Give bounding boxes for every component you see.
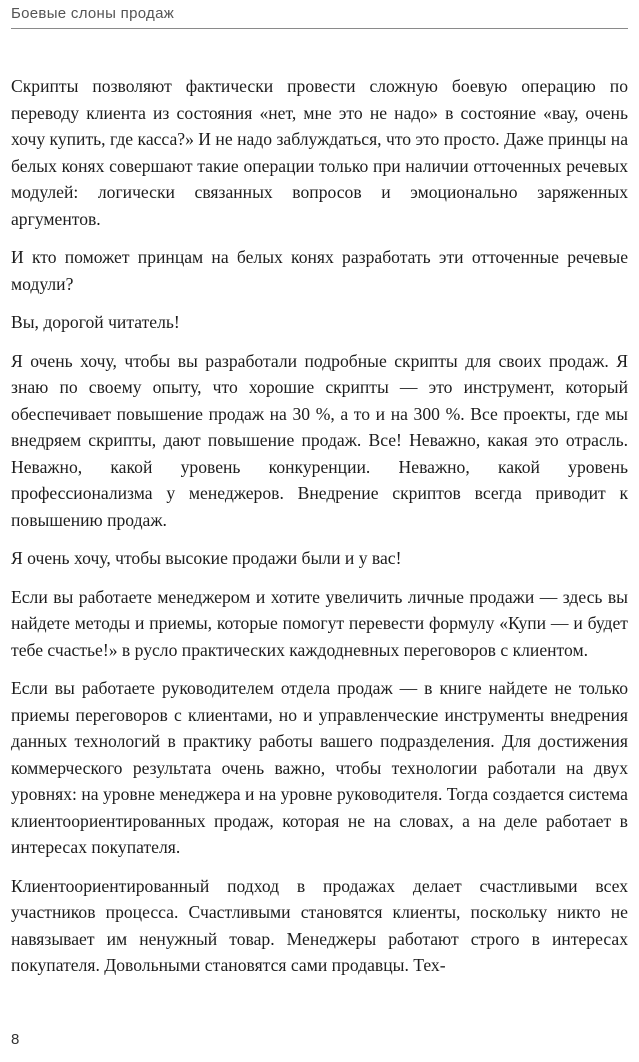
page-number: 8 [11, 1031, 20, 1048]
paragraph: Если вы работаете менеджером и хотите увеличить личные продажи — здесь вы найдете методы и приемы, которые помогут перевести формулу «Купи — и будет тебе счастье!» в русло практических каждодневных переговоров с клиентом. [11, 586, 628, 660]
paragraph: И кто поможет принцам на белых конях разработать эти отточенные речевые модули? [11, 247, 628, 294]
paragraph: Если вы работаете руководителем отдела продаж — в книге найдете не только приемы переговоров с клиентами, но и управленческие инструменты внедрения данных технологий в практику работы вашего подразделения. Для достижения коммерческого результата очень важно, чтобы технологии работали на двух уровнях: на уровне менеджера и на уровне руководителя. Тогда создается система клиентоориентированных продаж, которая не на словах, а на деле работает в интересах покупателя. [11, 678, 628, 857]
paragraph: Я очень хочу, чтобы высокие продажи были и у вас! [11, 548, 402, 568]
paragraph: Вы, дорогой читатель! [11, 312, 180, 332]
paragraph: Я очень хочу, чтобы вы разработали подробные скрипты для своих продаж. Я знаю по своему опыту, что хорошие скрипты — это инструмент, который обеспечивает повышение продаж на 30 %, а то и на 300 %. Все проекты, где мы внедряем скрипты, дают повышение продаж. Все! Неважно, какая это отрасль. Неважно, какой уровень конкуренции. Неважно, какой уровень профессионализма у менеджеров. Внедрение скриптов всегда приводит к повышению продаж. [11, 350, 628, 530]
header-divider [11, 28, 628, 29]
running-header: Боевые слоны продаж [11, 5, 175, 22]
paragraph: Скрипты позволяют фактически провести сложную боевую операцию по переводу клиента из состояния «нет, мне это не надо» в состояние «вау, очень хочу купить, где касса?» И не надо заблуждаться, что это просто. Даже принцы на белых конях совершают такие операции только при наличии отточенных речевых модулей: логически связанных вопросов и эмоционально заряженных аргументов. [11, 76, 628, 229]
paragraph: Клиентоориентированный подход в продажах делает счастливыми всех участников процесса. Счастливыми становятся клиенты, поскольку никто не навязывает им ненужный товар. Менеджеры работают строго в интересах покупателя. Довольными становятся сами продавцы. Тех- [11, 875, 628, 975]
page-body [11, 73, 628, 991]
